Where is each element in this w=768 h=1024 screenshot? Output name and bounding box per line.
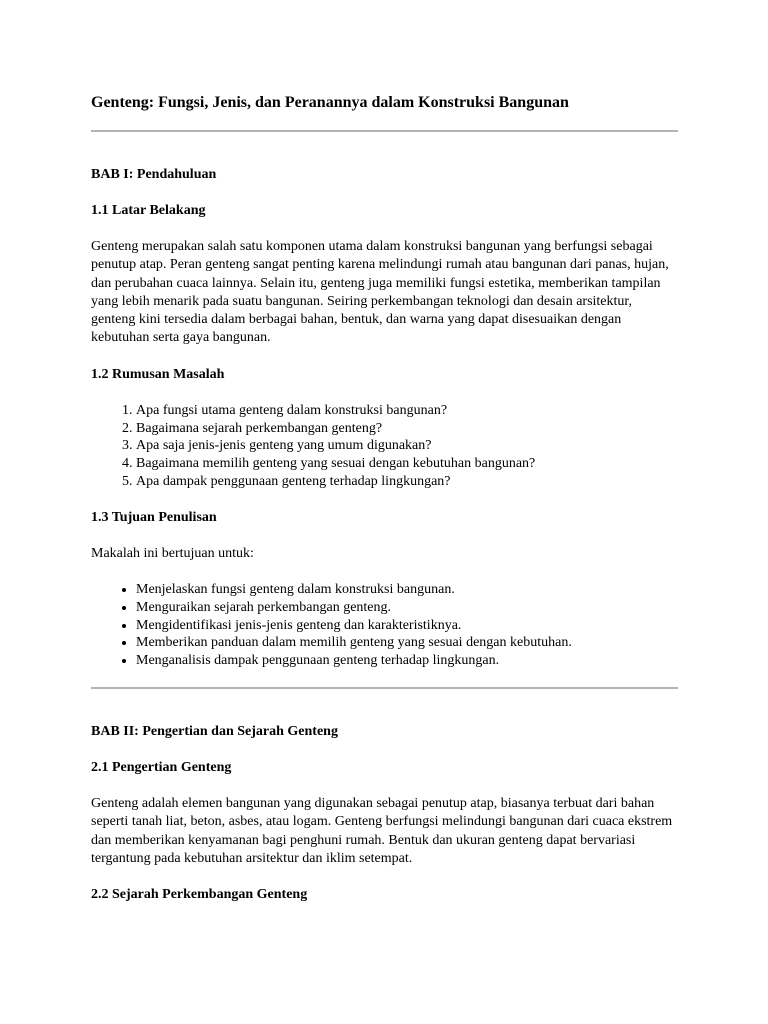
paragraph: Genteng merupakan salah satu komponen utama dalam konstruksi bangunan yang berfungsi sebagai penutup atap. Peran genteng sangat penting karena melindungi rumah atau bangunan dari panas, hujan, dan perubahan cuaca lainnya. Selain itu, genteng juga memiliki fungsi estetika, memberikan tampilan yang lebih menarik pada suatu bangunan. Seiring perkembangan teknologi dan desain arsitektur, genteng kini tersedia dalam berbagai bahan, bentuk, dan warna yang dapat disesuaikan dengan kebutuhan serta gaya bangunan. [91, 239, 669, 346]
chapter-heading: BAB I: Pendahuluan [91, 167, 217, 182]
list-item: • Menganalisis dampak penggunaan genteng terhadap lingkungan. [136, 652, 678, 670]
list-item: • Memberikan panduan dalam memilih genteng yang sesuai dengan kebutuhan. [136, 634, 678, 652]
paragraph: Genteng adalah elemen bangunan yang digunakan sebagai penutup atap, biasanya terbuat dari bahan seperti tanah liat, beton, asbes, atau logam. Genteng berfungsi melindungi bangunan dari cuaca ekstrem dan memberikan kenyamanan bagi penghuni rumah. Bentuk dan ukuran genteng dapat bervariasi tergantung pada kebutuhan arsitektur dan iklim setempat. [91, 796, 673, 866]
document-title: Genteng: Fungsi, Jenis, dan Peranannya dalam Konstruksi Bangunan [91, 94, 569, 111]
chapter-heading: BAB II: Pengertian dan Sejarah Genteng [91, 724, 338, 740]
section-heading: 2.1 Pengertian Genteng [91, 760, 232, 776]
list-item: • Menjelaskan fungsi genteng dalam konstruksi bangunan. [136, 581, 678, 599]
divider [91, 687, 678, 689]
paragraph: Makalah ini bertujuan untuk: [91, 545, 254, 561]
list-item: 2. Bagaimana sejarah perkembangan genteng? [136, 420, 678, 438]
bullet-list [91, 581, 678, 670]
list-item: 4. Bagaimana memilih genteng yang sesuai dengan kebutuhan bangunan? [136, 455, 678, 473]
list-item: 5. Apa dampak penggunaan genteng terhadap lingkungan? [136, 473, 678, 491]
section-heading: 1.3 Tujuan Penulisan [91, 509, 217, 525]
divider [91, 130, 678, 132]
list-item: 3. Apa saja jenis-jenis genteng yang umum digunakan? [136, 437, 678, 455]
numbered-list [91, 402, 678, 491]
section-heading: 2.2 Sejarah Perkembangan Genteng [91, 887, 308, 903]
list-item: 1. Apa fungsi utama genteng dalam konstruksi bangunan? [136, 402, 678, 420]
list-item: • Mengidentifikasi jenis-jenis genteng dan karakteristiknya. [136, 617, 678, 635]
section-heading: 1.1 Latar Belakang [91, 203, 206, 218]
section-heading: 1.2 Rumusan Masalah [91, 366, 225, 382]
list-item: • Menguraikan sejarah perkembangan genteng. [136, 599, 678, 617]
